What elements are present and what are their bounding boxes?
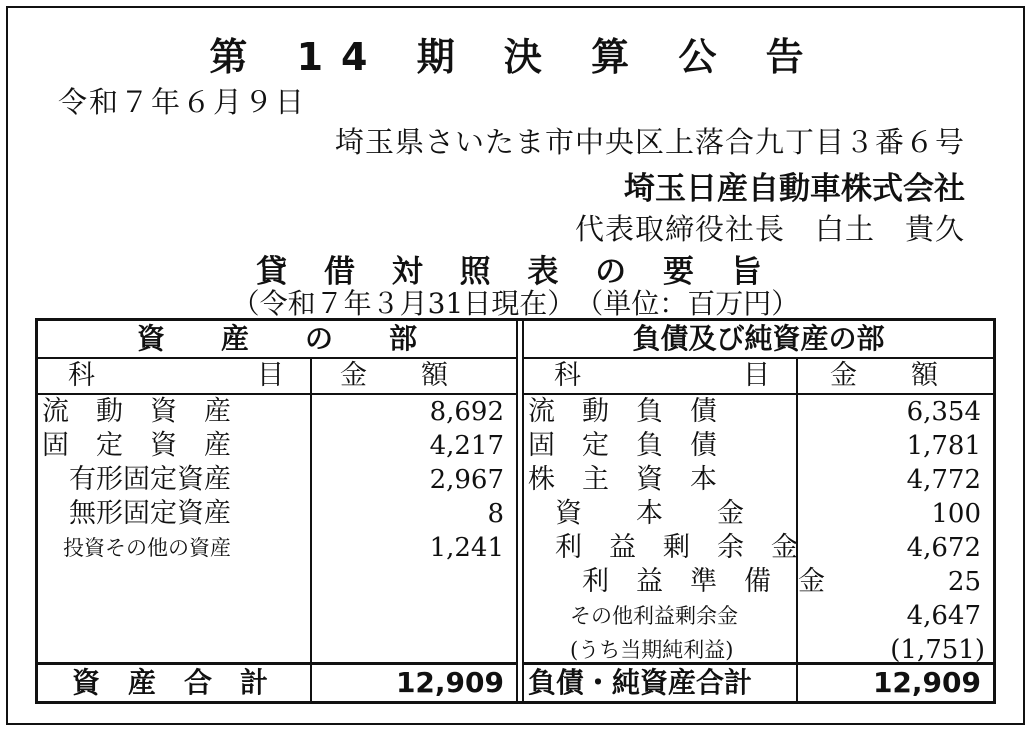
row-label: 流 動 資 産 (42, 396, 231, 427)
row-label: その他利益剰余金 (528, 604, 738, 628)
row-value: (1,751) (890, 635, 985, 665)
assets-col-amount: 金 額 (340, 360, 448, 391)
liabilities-section-title: 負債及び純資産の部 (524, 321, 993, 359)
table-row (38, 395, 516, 429)
liabilities-total-row (524, 662, 993, 701)
row-value: 8,692 (429, 397, 504, 427)
company-name: 埼玉日産自動車株式会社 (624, 171, 965, 207)
row-value: 25 (947, 567, 981, 597)
company-address: 埼玉県さいたま市中央区上落合九丁目３番６号 (334, 125, 965, 159)
balance-sheet-subtitle: （令和７年３月31日現在） （単位：百万円） (231, 287, 800, 320)
row-value: 2,967 (429, 465, 504, 495)
table-row (524, 531, 993, 565)
table-row (38, 429, 516, 463)
balance-sheet-title: 貸 借 対 照 表 の 要 旨 (256, 254, 775, 290)
row-value: 4,217 (429, 431, 504, 461)
representative: 代表取締役社長 白土 貴久 (574, 212, 965, 246)
liabilities-section (522, 321, 993, 701)
table-row (524, 463, 993, 497)
table-row (524, 395, 993, 429)
row-label: (うち当期純利益) (528, 638, 734, 662)
table-row (524, 497, 993, 531)
row-label: 投資その他の資産 (42, 536, 231, 560)
row-label: 資 本 金 (528, 498, 744, 529)
row-label: 流 動 負 債 (528, 396, 717, 427)
row-label: 固 定 負 債 (528, 430, 717, 461)
table-row (524, 599, 993, 633)
liabilities-rows (524, 395, 993, 667)
assets-section (38, 321, 518, 701)
row-label: 有形固定資産 (42, 464, 231, 495)
row-label: 無形固定資産 (42, 498, 231, 529)
row-value: 4,772 (906, 465, 981, 495)
table-row (38, 531, 516, 565)
row-label: 株 主 資 本 (528, 464, 717, 495)
row-label: 固 定 資 産 (42, 430, 231, 461)
row-value: 1,241 (429, 533, 504, 563)
row-label: 利 益 剰 余 金 (528, 532, 798, 563)
assets-section-title: 資 産 の 部 (38, 321, 516, 359)
liabilities-column-header (524, 359, 993, 395)
table-row (524, 565, 993, 599)
liabilities-total-value: 12,909 (872, 666, 981, 699)
row-label: 利 益 準 備 金 (528, 566, 825, 597)
row-value: 4,647 (906, 601, 981, 631)
table-row (524, 429, 993, 463)
notice-title: 第 14 期 決 算 公 告 (209, 35, 822, 79)
balance-sheet-table (35, 318, 996, 704)
assets-total-label: 資 産 合 計 (72, 666, 269, 699)
row-value: 1,781 (906, 431, 981, 461)
assets-col-item: 科 目 (68, 360, 284, 391)
assets-rows (38, 395, 516, 667)
row-value: 8 (487, 499, 504, 529)
liabilities-col-amount: 金 額 (830, 360, 938, 391)
row-value: 100 (931, 499, 981, 529)
assets-column-header (38, 359, 516, 395)
liabilities-col-item: 科 目 (554, 360, 770, 391)
row-value: 6,354 (906, 397, 981, 427)
row-value: 4,672 (906, 533, 981, 563)
table-row (38, 497, 516, 531)
liabilities-total-label: 負債・純資産合計 (528, 666, 753, 699)
assets-total-value: 12,909 (395, 666, 504, 699)
assets-total-row (38, 662, 516, 701)
notice-date: 令和７年６月９日 (58, 85, 307, 119)
table-row (38, 463, 516, 497)
